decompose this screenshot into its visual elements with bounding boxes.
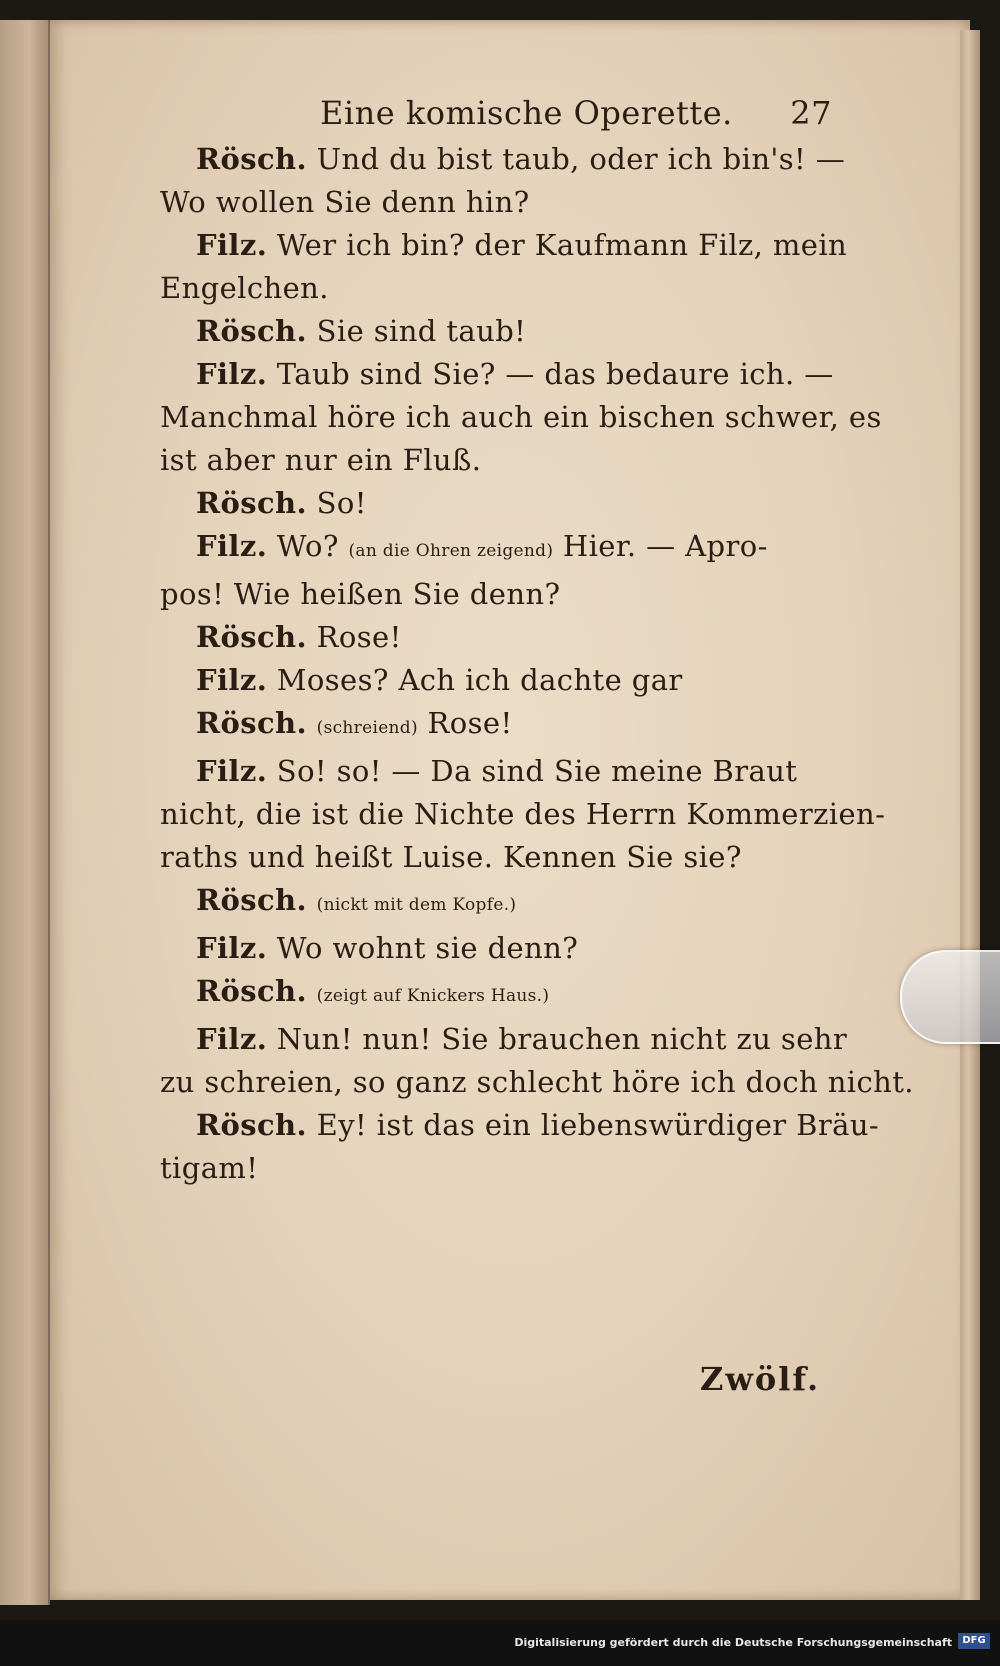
text-line bbox=[160, 267, 820, 310]
text-line bbox=[160, 181, 820, 224]
line-text: zu schreien, so ganz schlecht höre ich doch nicht. bbox=[160, 1065, 914, 1099]
stage-direction: (zeigt auf Knickers Haus.) bbox=[316, 986, 550, 1006]
text-line bbox=[160, 439, 820, 482]
text-line bbox=[160, 1018, 848, 1061]
speaker-name: Filz. bbox=[196, 1022, 268, 1056]
text-line bbox=[160, 482, 820, 525]
speaker-name: Rösch. bbox=[196, 1108, 308, 1142]
text-line bbox=[160, 659, 820, 702]
line-text: Wo? bbox=[267, 529, 349, 563]
text-line bbox=[160, 836, 820, 879]
line-text: ist aber nur ein Fluß. bbox=[160, 443, 482, 477]
line-text: Moses? Ach ich dachte gar bbox=[267, 663, 683, 697]
text-line bbox=[160, 702, 820, 750]
text-line bbox=[160, 616, 820, 659]
stage-direction: (nickt mit dem Kopfe.) bbox=[316, 895, 517, 915]
text-line bbox=[160, 138, 846, 181]
line-text: Ey! ist das ein liebenswürdiger Bräu- bbox=[307, 1108, 880, 1142]
line-text-after: Hier. — Apro- bbox=[553, 529, 768, 563]
speaker-name: Rösch. bbox=[196, 142, 308, 176]
page-number: 27 bbox=[790, 94, 832, 132]
line-text: Engelchen. bbox=[160, 271, 329, 305]
speaker-name: Filz. bbox=[196, 931, 268, 965]
speaker-name: Rösch. bbox=[196, 883, 308, 917]
text-line bbox=[160, 396, 882, 439]
speaker-name: Filz. bbox=[196, 754, 268, 788]
page-text bbox=[160, 80, 914, 1190]
line-text: Wo wollen Sie denn hin? bbox=[160, 185, 530, 219]
speaker-name: Filz. bbox=[196, 357, 268, 391]
page-clip bbox=[900, 950, 1000, 1044]
line-text: raths und heißt Luise. Kennen Sie sie? bbox=[160, 840, 742, 874]
funding-credit: Digitalisierung gefördert durch die Deutsche Forschungsgemeinschaft bbox=[514, 1636, 952, 1649]
line-text: nicht, die ist die Nichte des Herrn Kommerzien- bbox=[160, 797, 886, 831]
dfg-logo: DFG bbox=[958, 1633, 990, 1649]
line-text: Sie sind taub! bbox=[307, 314, 527, 348]
text-line bbox=[160, 224, 848, 267]
text-line bbox=[160, 879, 820, 927]
line-text: Wo wohnt sie denn? bbox=[267, 931, 579, 965]
stage-direction: (an die Ohren zeigend) bbox=[348, 541, 554, 561]
speaker-name: Rösch. bbox=[196, 974, 308, 1008]
line-text bbox=[307, 974, 317, 1008]
text-line bbox=[160, 573, 820, 616]
line-text: Rose! bbox=[307, 620, 402, 654]
speaker-name: Rösch. bbox=[196, 620, 308, 654]
speaker-name: Rösch. bbox=[196, 486, 308, 520]
text-line bbox=[160, 927, 820, 970]
text-line bbox=[160, 750, 820, 793]
line-text: Und du bist taub, oder ich bin's! — bbox=[307, 142, 846, 176]
running-header bbox=[160, 80, 832, 138]
line-text-after: Rose! bbox=[417, 706, 513, 740]
speaker-name: Rösch. bbox=[196, 706, 308, 740]
line-text: Wer ich bin? der Kaufmann Filz, mein bbox=[267, 228, 848, 262]
line-text: pos! Wie heißen Sie denn? bbox=[160, 577, 561, 611]
text-line bbox=[160, 1061, 914, 1104]
page-edge-stack bbox=[960, 30, 980, 1600]
text-line bbox=[160, 1104, 880, 1147]
speaker-name: Filz. bbox=[196, 228, 268, 262]
running-title: Eine komische Operette. bbox=[320, 94, 733, 132]
footer-bar bbox=[0, 1622, 1000, 1666]
line-text: tigam! bbox=[160, 1151, 259, 1185]
catchword: Zwölf. bbox=[700, 1360, 821, 1398]
line-text bbox=[307, 706, 317, 740]
line-text: So! so! — Da sind Sie meine Braut bbox=[267, 754, 798, 788]
speaker-name: Rösch. bbox=[196, 314, 308, 348]
text-line bbox=[160, 970, 820, 1018]
left-page-edge bbox=[0, 20, 50, 1605]
speaker-name: Filz. bbox=[196, 529, 268, 563]
text-line bbox=[160, 310, 820, 353]
text-line bbox=[160, 793, 886, 836]
text-line bbox=[160, 1147, 820, 1190]
line-text: So! bbox=[307, 486, 367, 520]
speaker-name: Filz. bbox=[196, 663, 268, 697]
line-text: Manchmal höre ich auch ein bischen schwer, es bbox=[160, 400, 882, 434]
stage-direction: (schreiend) bbox=[316, 718, 418, 738]
line-text: Nun! nun! Sie brauchen nicht zu sehr bbox=[267, 1022, 848, 1056]
text-line bbox=[160, 525, 820, 573]
line-text bbox=[307, 883, 317, 917]
line-text: Taub sind Sie? — das bedaure ich. — bbox=[267, 357, 834, 391]
text-line bbox=[160, 353, 834, 396]
